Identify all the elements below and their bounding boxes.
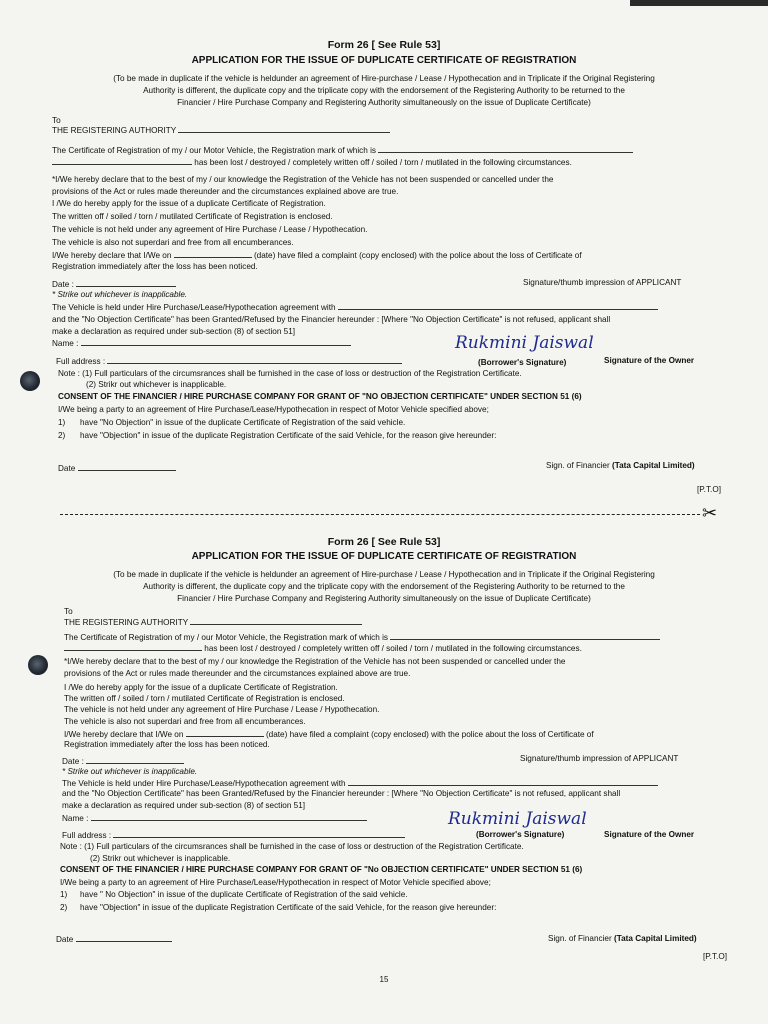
address-field: Full address : [62, 830, 405, 841]
intro-line-2: Authority is different, the duplicate copy and the triplicate copy with the endorsement of the Registering Authority to be returned to the [143, 86, 625, 95]
punch-hole [28, 655, 48, 675]
enclosed-line: The written off / soiled / torn / mutilated Certificate of Registration is enclosed. [52, 212, 333, 221]
applicant-signature-label: Signature/thumb impression of APPLICANT [523, 278, 682, 287]
declaration-line-1: *I/We hereby declare that to the best of my / our knowledge the Registration of the Vehicle has not been suspended or cancelled under the [64, 657, 566, 666]
noc-line-1: and the "No Objection Certificate" has been Granted/Refused by the Financier hereunder : [Where "No Objection Certificate" is not refused, applicant shall [52, 315, 611, 324]
noc-line-2: make a declaration as required under sub-section (8) of section 51] [52, 327, 296, 336]
option-1-number: 1) [58, 418, 66, 427]
form-subtitle: APPLICATION FOR THE ISSUE OF DUPLICATE CERTIFICATE OF REGISTRATION [191, 551, 577, 562]
note-2: (2) Strikr out whichever is inapplicable. [86, 380, 227, 389]
consent-heading: CONSENT OF THE FINANCIER / HIRE PURCHASE COMPANY FOR GRANT OF "No OBJECTION CERTIFICATE" UNDER SECTION 51 (6) [60, 865, 583, 874]
strike-note: * Strike out whichever is inapplicable. [62, 767, 198, 776]
cert-line-2: has been lost / destroyed / completely written off / soiled / torn / mutilated in the following circumstances. [64, 643, 582, 654]
cut-line [60, 514, 700, 515]
strike-note: * Strike out whichever is inapplicable. [52, 290, 188, 299]
apply-line: I /We do hereby apply for the issue of a duplicate Certificate of Registration. [52, 199, 326, 208]
option-2-number: 2) [58, 431, 66, 440]
consent-heading: CONSENT OF THE FINANCIER / HIRE PURCHASE COMPANY FOR GRANT OF "NO OBJECTION CERTIFICATE" UNDER SECTION 51 (6) [58, 392, 582, 401]
intro-line-1: (To be made in duplicate if the vehicle is heldunder an agreement of Hire-purchase / Lease / Hypothecation and in Triplicate if the Original Registering [113, 570, 655, 579]
cert-line-2: has been lost / destroyed / completely written off / soiled / torn / mutilated in the following circumstances. [52, 157, 572, 168]
complaint-line-2: Registration immediately after the loss has been noticed. [52, 262, 258, 271]
option-1-text: have "No Objection" in issue of the duplicate Certificate of Registration of the said vehicle. [80, 418, 406, 427]
scan-edge [630, 0, 768, 6]
note-2: (2) Strikr out whichever is inapplicable. [90, 854, 231, 863]
name-field: Name : [52, 338, 351, 349]
name-field: Name : [62, 813, 367, 824]
intro-line-3: Financier / Hire Purchase Company and Registering Authority simultaneously on the issue of Duplicate Certificate) [177, 594, 591, 603]
financier-signature-label: Sign. of Financier (Tata Capital Limited) [546, 461, 695, 470]
intro-line-3: Financier / Hire Purchase Company and Registering Authority simultaneously on the issue of Duplicate Certificate) [177, 98, 591, 107]
to-label: To [52, 116, 61, 125]
complaint-line-1: I/We hereby declare that I/We on (date) have filed a complaint (copy enclosed) with the police about the loss of Certificate of [64, 730, 594, 739]
party-line: I/We being a party to an agreement of Hire Purchase/Lease/Hypothecation in respect of Motor Vehicle specified above; [58, 405, 489, 414]
borrower-signature-label: (Borrower's Signature) [476, 830, 565, 839]
option-2-number: 2) [60, 903, 68, 912]
financier-date-field: Date [58, 463, 176, 474]
form-title: Form 26 [ See Rule 53] [327, 39, 441, 51]
party-line: I/We being a party to an agreement of Hire Purchase/Lease/Hypothecation in respect of Motor Vehicle specified above; [60, 878, 491, 887]
handwritten-signature: Rukmini Jaiswal [448, 809, 587, 829]
noc-line-1: and the "No Objection Certificate" has been Granted/Refused by the Financier hereunder : [Where "No Objection Certificate" is not refused, applicant shall [62, 789, 621, 798]
option-2-text: have "Objection" in issue of the duplicate Registration Certificate of the said Vehicle, for the reason give hereunder: [80, 431, 497, 440]
handwritten-signature: Rukmini Jaiswal [455, 333, 594, 353]
borrower-signature-label: (Borrower's Signature) [478, 358, 567, 367]
scissors-icon: ✂ [702, 503, 718, 523]
option-2-text: have "Objection" in issue of the duplicate Registration Certificate of the said Vehicle, for the reason give hereunder: [80, 903, 497, 912]
pto-label: [P.T.O] [703, 952, 727, 961]
date-field: Date : [62, 756, 184, 767]
superdari-line: The vehicle is also not superdari and free from all encumberances. [64, 717, 306, 726]
noc-line-2: make a declaration as required under sub-section (8) of section 51] [62, 801, 306, 810]
held-under-line: The Vehicle is held under Hire Purchase/Lease/Hypothecation agreement with [52, 302, 658, 313]
not-held-line: The vehicle is not held under any agreement of Hire Purchase / Lease / Hypothecation. [64, 705, 380, 714]
address-field: Full address : [56, 356, 402, 367]
cert-line-1: The Certificate of Registration of my / our Motor Vehicle, the Registration mark of which is [52, 145, 633, 156]
punch-hole [20, 371, 40, 391]
form-subtitle: APPLICATION FOR THE ISSUE OF DUPLICATE CERTIFICATE OF REGISTRATION [191, 55, 577, 66]
not-held-line: The vehicle is not held under any agreement of Hire Purchase / Lease / Hypothecation. [52, 225, 368, 234]
note-1: Note : (1) Full particulars of the circumsrances shall be furnished in the case of loss or destruction of the Registration Certificate. [58, 369, 522, 378]
financier-signature-label: Sign. of Financier (Tata Capital Limited) [548, 934, 697, 943]
declaration-line-1: *I/We hereby declare that to the best of my / our knowledge the Registration of the Vehicle has not been suspended or cancelled under the [52, 175, 554, 184]
financier-date-field: Date [56, 934, 172, 945]
intro-line-2: Authority is different, the duplicate copy and the triplicate copy with the endorsement of the Registering Authority to be returned to the [143, 582, 625, 591]
held-under-line: The Vehicle is held under Hire Purchase/Lease/Hypothecation agreement with [62, 778, 658, 789]
declaration-line-2: provisions of the Act or rules made thereunder and the circumstances explained above are true. [52, 187, 399, 196]
declaration-line-2: provisions of the Act or rules made thereunder and the circumstances explained above are true. [64, 669, 411, 678]
owner-signature-label: Signature of the Owner [604, 830, 695, 839]
option-1-number: 1) [60, 890, 68, 899]
pto-label: [P.T.O] [697, 485, 721, 494]
authority-label: THE REGISTERING AUTHORITY [64, 617, 362, 628]
authority-label: THE REGISTERING AUTHORITY [52, 125, 390, 136]
form-title: Form 26 [ See Rule 53] [327, 536, 441, 548]
applicant-signature-label: Signature/thumb impression of APPLICANT [520, 754, 679, 763]
page-number: 15 [379, 975, 389, 984]
to-label: To [64, 607, 73, 616]
date-field: Date : [52, 279, 176, 290]
option-1-text: have " No Objection" in issue of the duplicate Certificate of Registration of the said vehicle. [80, 890, 408, 899]
enclosed-line: The written off / soiled / torn / mutilated Certificate of Registration is enclosed. [64, 694, 345, 703]
cert-line-1: The Certificate of Registration of my / our Motor Vehicle, the Registration mark of which is [64, 632, 660, 643]
note-1: Note : (1) Full particulars of the circumsrances shall be furnished in the case of loss or destruction of the Registration Certificate. [60, 842, 524, 851]
complaint-line-1: I/We hereby declare that I/We on (date) have filed a complaint (copy enclosed) with the police about the loss of Certificate of [52, 251, 582, 260]
apply-line: I /We do hereby apply for the issue of a duplicate Certificate of Registration. [64, 683, 338, 692]
complaint-line-2: Registration immediately after the loss has been noticed. [64, 740, 270, 749]
intro-line-1: (To be made in duplicate if the vehicle is heldunder an agreement of Hire-purchase / Lease / Hypothecation and in Triplicate if the Original Registering [113, 74, 655, 83]
superdari-line: The vehicle is also not superdari and free from all encumberances. [52, 238, 294, 247]
owner-signature-label: Signature of the Owner [604, 356, 695, 365]
